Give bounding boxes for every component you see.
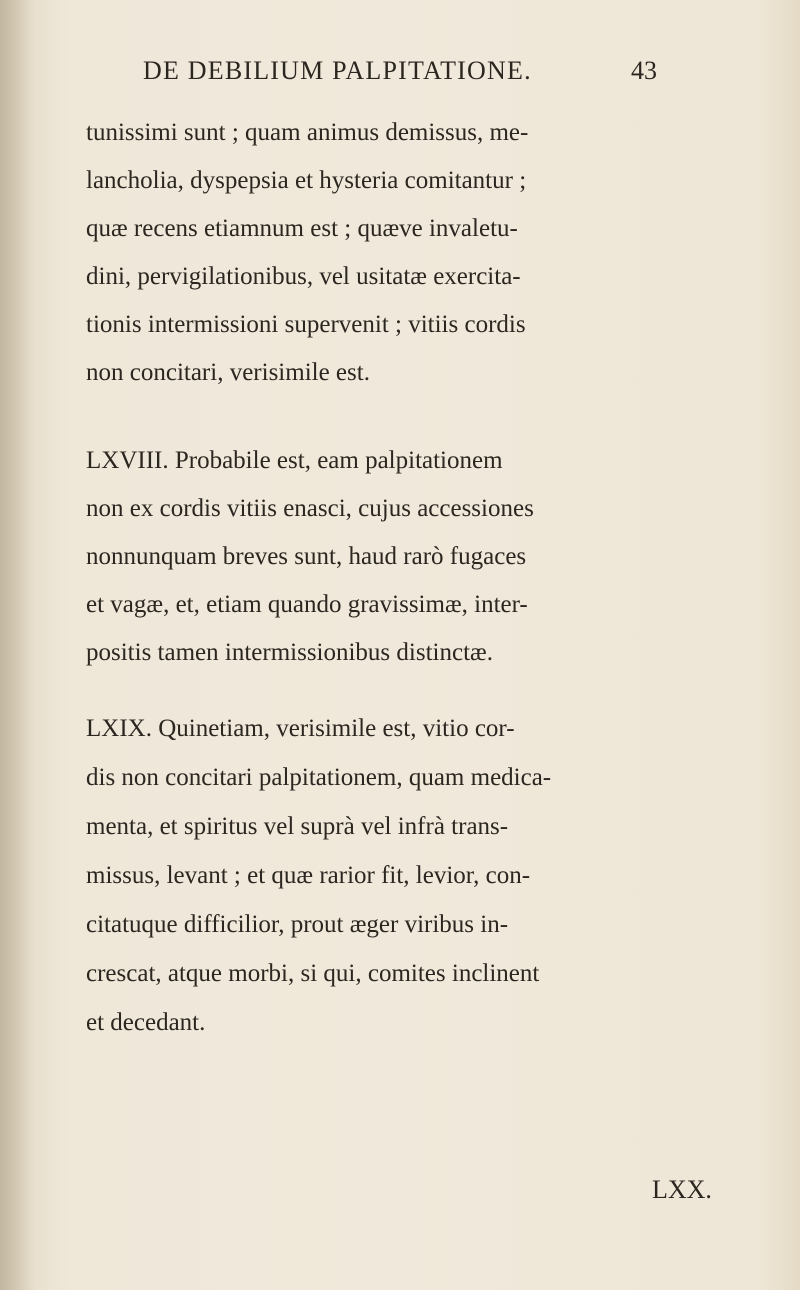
running-title: DE DEBILIUM PALPITATIONE. — [143, 56, 532, 85]
catchword: LXX. — [652, 1175, 712, 1204]
text-line: lancholia, dyspepsia et hysteria comitantur ; — [86, 167, 527, 194]
text-line: et vagæ, et, etiam quando gravissimæ, inter- — [86, 591, 528, 618]
text-line: et decedant. — [86, 1009, 206, 1036]
section-lxviii-first-line: LXVIII. Probabile est, eam palpitationem — [86, 447, 503, 474]
text-line: quæ recens etiamnum est ; quæve invaletu- — [86, 215, 518, 242]
text-line: tionis intermissioni supervenit ; vitiis cordis — [86, 311, 526, 338]
text-line: nonnunquam breves sunt, haud rarò fugaces — [86, 543, 527, 570]
running-head — [0, 56, 800, 96]
text-line: non ex cordis vitiis enasci, cujus accessiones — [86, 495, 534, 522]
text-line: crescat, atque morbi, si qui, comites inclinent — [86, 960, 540, 987]
text-line: missus, levant ; et quæ rarior fit, levior, con- — [86, 862, 531, 889]
text-line: non concitari, verisimile est. — [86, 359, 370, 386]
text-line: citatuque difficilior, prout æger viribus in- — [86, 911, 509, 938]
page-edge-shadow — [0, 0, 36, 1290]
section-lxix-first-line: LXIX. Quinetiam, verisimile est, vitio cor- — [86, 715, 515, 742]
text-line: dis non concitari palpitationem, quam medica- — [86, 764, 552, 791]
text-line: dini, pervigilationibus, vel usitatæ exercita- — [86, 263, 521, 290]
text-line: positis tamen intermissionibus distinctæ. — [86, 639, 493, 666]
text-line: menta, et spiritus vel suprà vel infrà trans- — [86, 813, 509, 840]
page-number: 43 — [631, 56, 657, 85]
text-line: tunissimi sunt ; quam animus demissus, me- — [86, 119, 529, 146]
